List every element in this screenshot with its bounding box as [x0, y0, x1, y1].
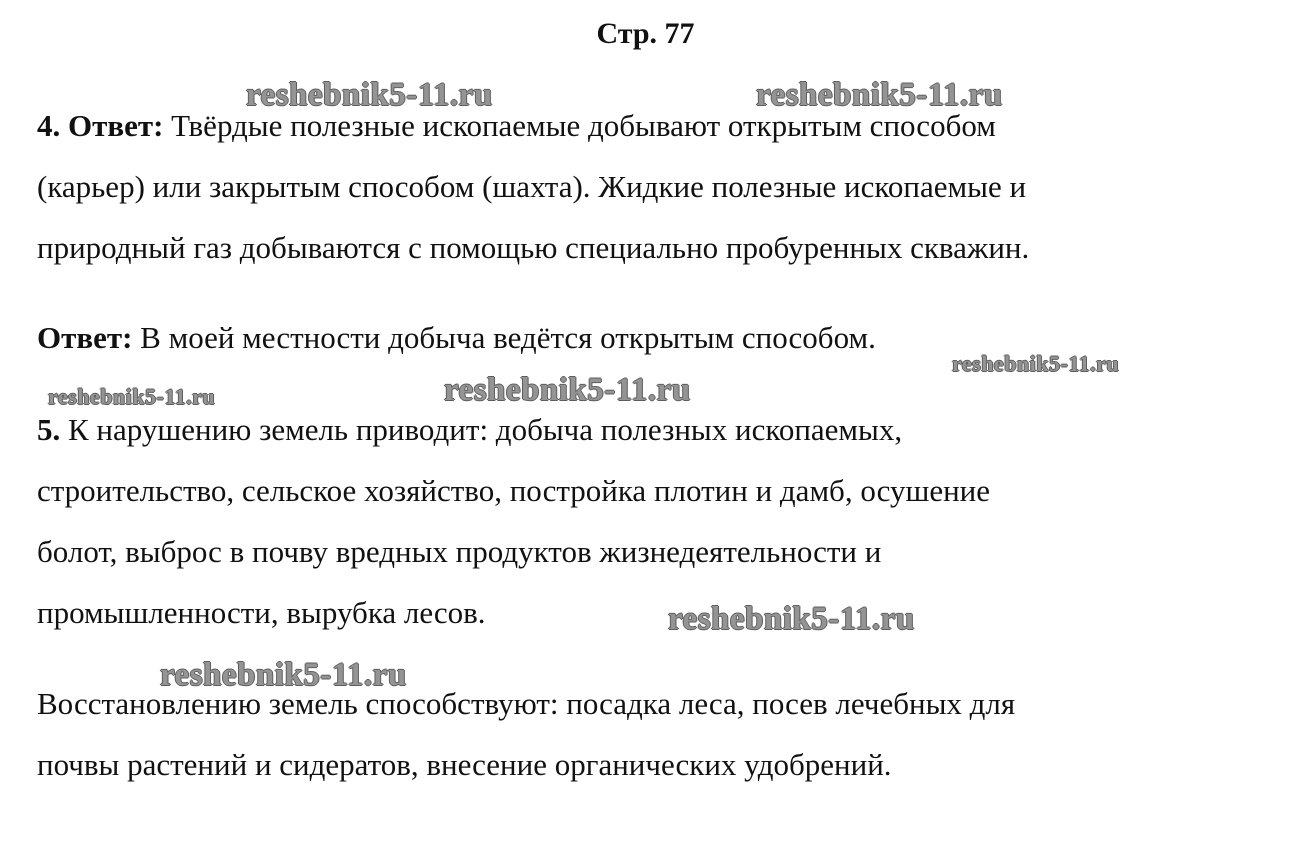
answer-local-block: [37, 307, 876, 368]
watermark: reshebnik5-11.ru: [952, 351, 1120, 376]
watermark: reshebnik5-11.ru: [444, 372, 691, 408]
page-title: Стр. 77: [596, 17, 695, 50]
answer-4-line-2: (карьер) или закрытым способом (шахта). Жидкие полезные ископаемые и: [37, 169, 1027, 204]
answer-5-label: 5.: [37, 412, 61, 447]
answer-4-label: 4. Ответ:: [37, 108, 164, 143]
watermark: reshebnik5-11.ru: [756, 77, 1003, 113]
answer-5-text-1: К нарушению земель приводит: добыча полезных ископаемых,: [60, 412, 903, 447]
answer-5-line-4: промышленности, вырубка лесов.: [37, 595, 486, 630]
restoration-line-2: почвы растений и сидератов, внесение органических удобрений.: [37, 747, 892, 782]
answer-5-line-2: строительство, сельское хозяйство, постройка плотин и дамб, осушение: [37, 473, 991, 508]
answer-5-line-3: болот, выброс в почву вредных продуктов жизнедеятельности и: [37, 534, 882, 569]
answer-local-line: [37, 307, 876, 368]
watermark: reshebnik5-11.ru: [668, 601, 915, 637]
restoration-line-1: Восстановлению земель способствуют: посадка леса, посев лечебных для: [37, 686, 1016, 721]
watermark: reshebnik5-11.ru: [160, 657, 407, 693]
watermark: reshebnik5-11.ru: [48, 384, 216, 409]
watermark: reshebnik5-11.ru: [246, 77, 493, 113]
answer-local-label: Ответ:: [37, 320, 133, 355]
answer-4-block: [37, 95, 1029, 278]
answer-4-line-3: природный газ добываются с помощью специально пробуренных скважин.: [37, 230, 1030, 265]
answer-local-text: В моей местности добыча ведётся открытым способом.: [132, 320, 876, 355]
answer-4-text-1: Твёрдые полезные ископаемые добывают открытым способом: [163, 108, 996, 143]
